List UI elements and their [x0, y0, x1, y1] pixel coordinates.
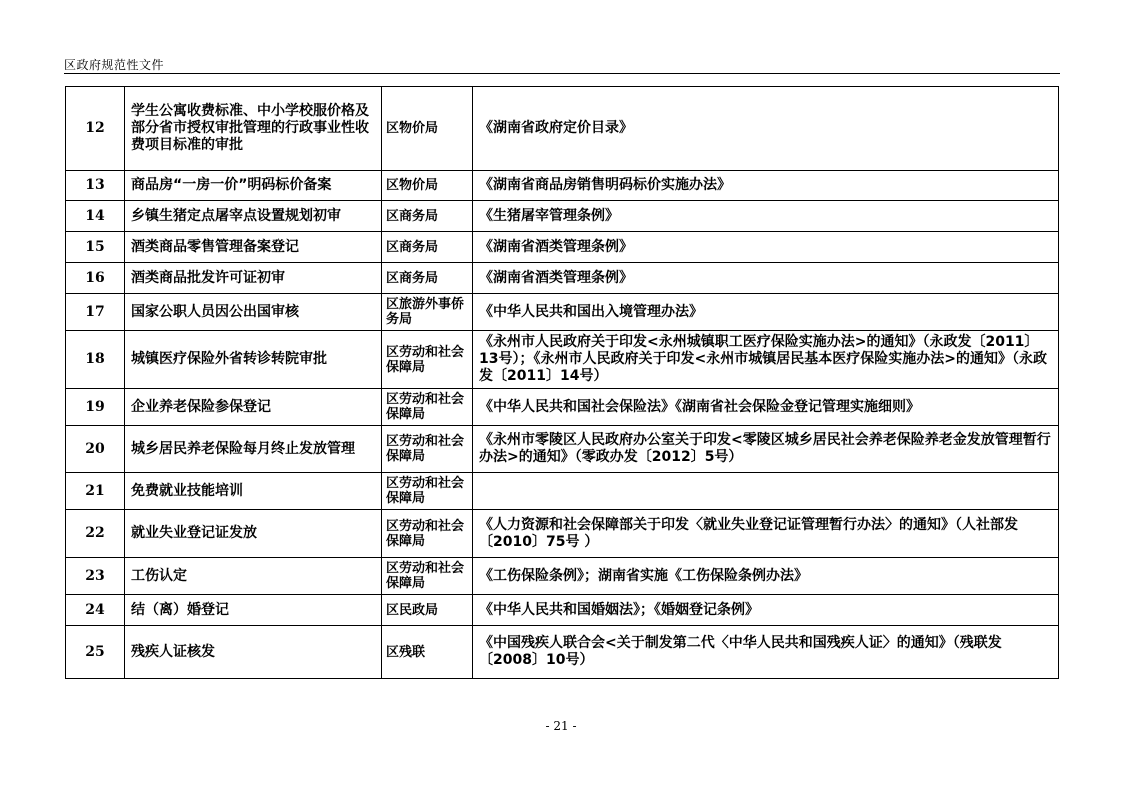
- row-number: 24: [66, 595, 125, 626]
- item-name: 残疾人证核发: [125, 626, 382, 679]
- table-row: [66, 426, 1059, 473]
- table-row: [66, 171, 1059, 201]
- item-name: 工伤认定: [125, 558, 382, 595]
- approval-items-table: [65, 86, 1059, 679]
- table-row: [66, 595, 1059, 626]
- table-row: [66, 263, 1059, 294]
- item-name: 结（离）婚登记: [125, 595, 382, 626]
- table-row: [66, 626, 1059, 679]
- item-name: 国家公职人员因公出国审核: [125, 294, 382, 331]
- row-number: 22: [66, 510, 125, 558]
- row-number: 15: [66, 232, 125, 263]
- department: 区物价局: [382, 171, 473, 201]
- department: 区旅游外事侨务局: [382, 294, 473, 331]
- item-name: 乡镇生猪定点屠宰点设置规划初审: [125, 201, 382, 232]
- item-name: 企业养老保险参保登记: [125, 389, 382, 426]
- row-number: 19: [66, 389, 125, 426]
- legal-basis: 《人力资源和社会保障部关于印发〈就业失业登记证管理暂行办法〉的通知》（人社部发〔2010〕75号 ）: [473, 510, 1059, 558]
- row-number: 21: [66, 473, 125, 510]
- legal-basis: 《中华人民共和国出入境管理办法》: [473, 294, 1059, 331]
- department: 区残联: [382, 626, 473, 679]
- department: 区物价局: [382, 87, 473, 171]
- department: 区劳动和社会保障局: [382, 426, 473, 473]
- department: 区商务局: [382, 263, 473, 294]
- department: 区劳动和社会保障局: [382, 331, 473, 389]
- row-number: 14: [66, 201, 125, 232]
- table-row: [66, 473, 1059, 510]
- legal-basis: 《永州市零陵区人民政府办公室关于印发<零陵区城乡居民社会养老保险养老金发放管理暂行办法>的通知》（零政办发〔2012〕5号）: [473, 426, 1059, 473]
- legal-basis: 《湖南省酒类管理条例》: [473, 232, 1059, 263]
- legal-basis: [473, 473, 1059, 510]
- legal-basis: 《生猪屠宰管理条例》: [473, 201, 1059, 232]
- item-name: 就业失业登记证发放: [125, 510, 382, 558]
- legal-basis: 《工伤保险条例》；湖南省实施《工伤保险条例办法》: [473, 558, 1059, 595]
- table-row: [66, 87, 1059, 171]
- table-row: [66, 389, 1059, 426]
- item-name: 学生公寓收费标准、中小学校服价格及部分省市授权审批管理的行政事业性收费项目标准的审批: [125, 87, 382, 171]
- document-header: 区政府规范性文件: [64, 58, 165, 72]
- row-number: 12: [66, 87, 125, 171]
- table-row: [66, 510, 1059, 558]
- page-number: - 21 -: [545, 719, 577, 733]
- item-name: 城镇医疗保险外省转诊转院审批: [125, 331, 382, 389]
- department: 区劳动和社会保障局: [382, 473, 473, 510]
- row-number: 20: [66, 426, 125, 473]
- department: 区商务局: [382, 232, 473, 263]
- department: 区商务局: [382, 201, 473, 232]
- department: 区劳动和社会保障局: [382, 510, 473, 558]
- header-divider: [64, 73, 1060, 74]
- table-row: [66, 294, 1059, 331]
- legal-basis: 《中国残疾人联合会<关于制发第二代〈中华人民共和国残疾人证〉的通知》（残联发〔2008〕10号）: [473, 626, 1059, 679]
- table-row: [66, 558, 1059, 595]
- item-name: 酒类商品零售管理备案登记: [125, 232, 382, 263]
- table-row: [66, 232, 1059, 263]
- table-row: [66, 201, 1059, 232]
- department: 区劳动和社会保障局: [382, 558, 473, 595]
- row-number: 13: [66, 171, 125, 201]
- department: 区劳动和社会保障局: [382, 389, 473, 426]
- item-name: 酒类商品批发许可证初审: [125, 263, 382, 294]
- legal-basis: 《湖南省商品房销售明码标价实施办法》: [473, 171, 1059, 201]
- legal-basis: 《永州市人民政府关于印发<永州城镇职工医疗保险实施办法>的通知》（永政发〔2011〕13号）；《永州市人民政府关于印发<永州市城镇居民基本医疗保险实施办法>的通知》（永政发〔2011〕14号）: [473, 331, 1059, 389]
- row-number: 16: [66, 263, 125, 294]
- department: 区民政局: [382, 595, 473, 626]
- row-number: 18: [66, 331, 125, 389]
- legal-basis: 《中华人民共和国社会保险法》《湖南省社会保险金登记管理实施细则》: [473, 389, 1059, 426]
- legal-basis: 《湖南省酒类管理条例》: [473, 263, 1059, 294]
- legal-basis: 《湖南省政府定价目录》: [473, 87, 1059, 171]
- row-number: 23: [66, 558, 125, 595]
- legal-basis: 《中华人民共和国婚姻法》；《婚姻登记条例》: [473, 595, 1059, 626]
- row-number: 17: [66, 294, 125, 331]
- item-name: 商品房“一房一价”明码标价备案: [125, 171, 382, 201]
- item-name: 免费就业技能培训: [125, 473, 382, 510]
- table-row: [66, 331, 1059, 389]
- item-name: 城乡居民养老保险每月终止发放管理: [125, 426, 382, 473]
- row-number: 25: [66, 626, 125, 679]
